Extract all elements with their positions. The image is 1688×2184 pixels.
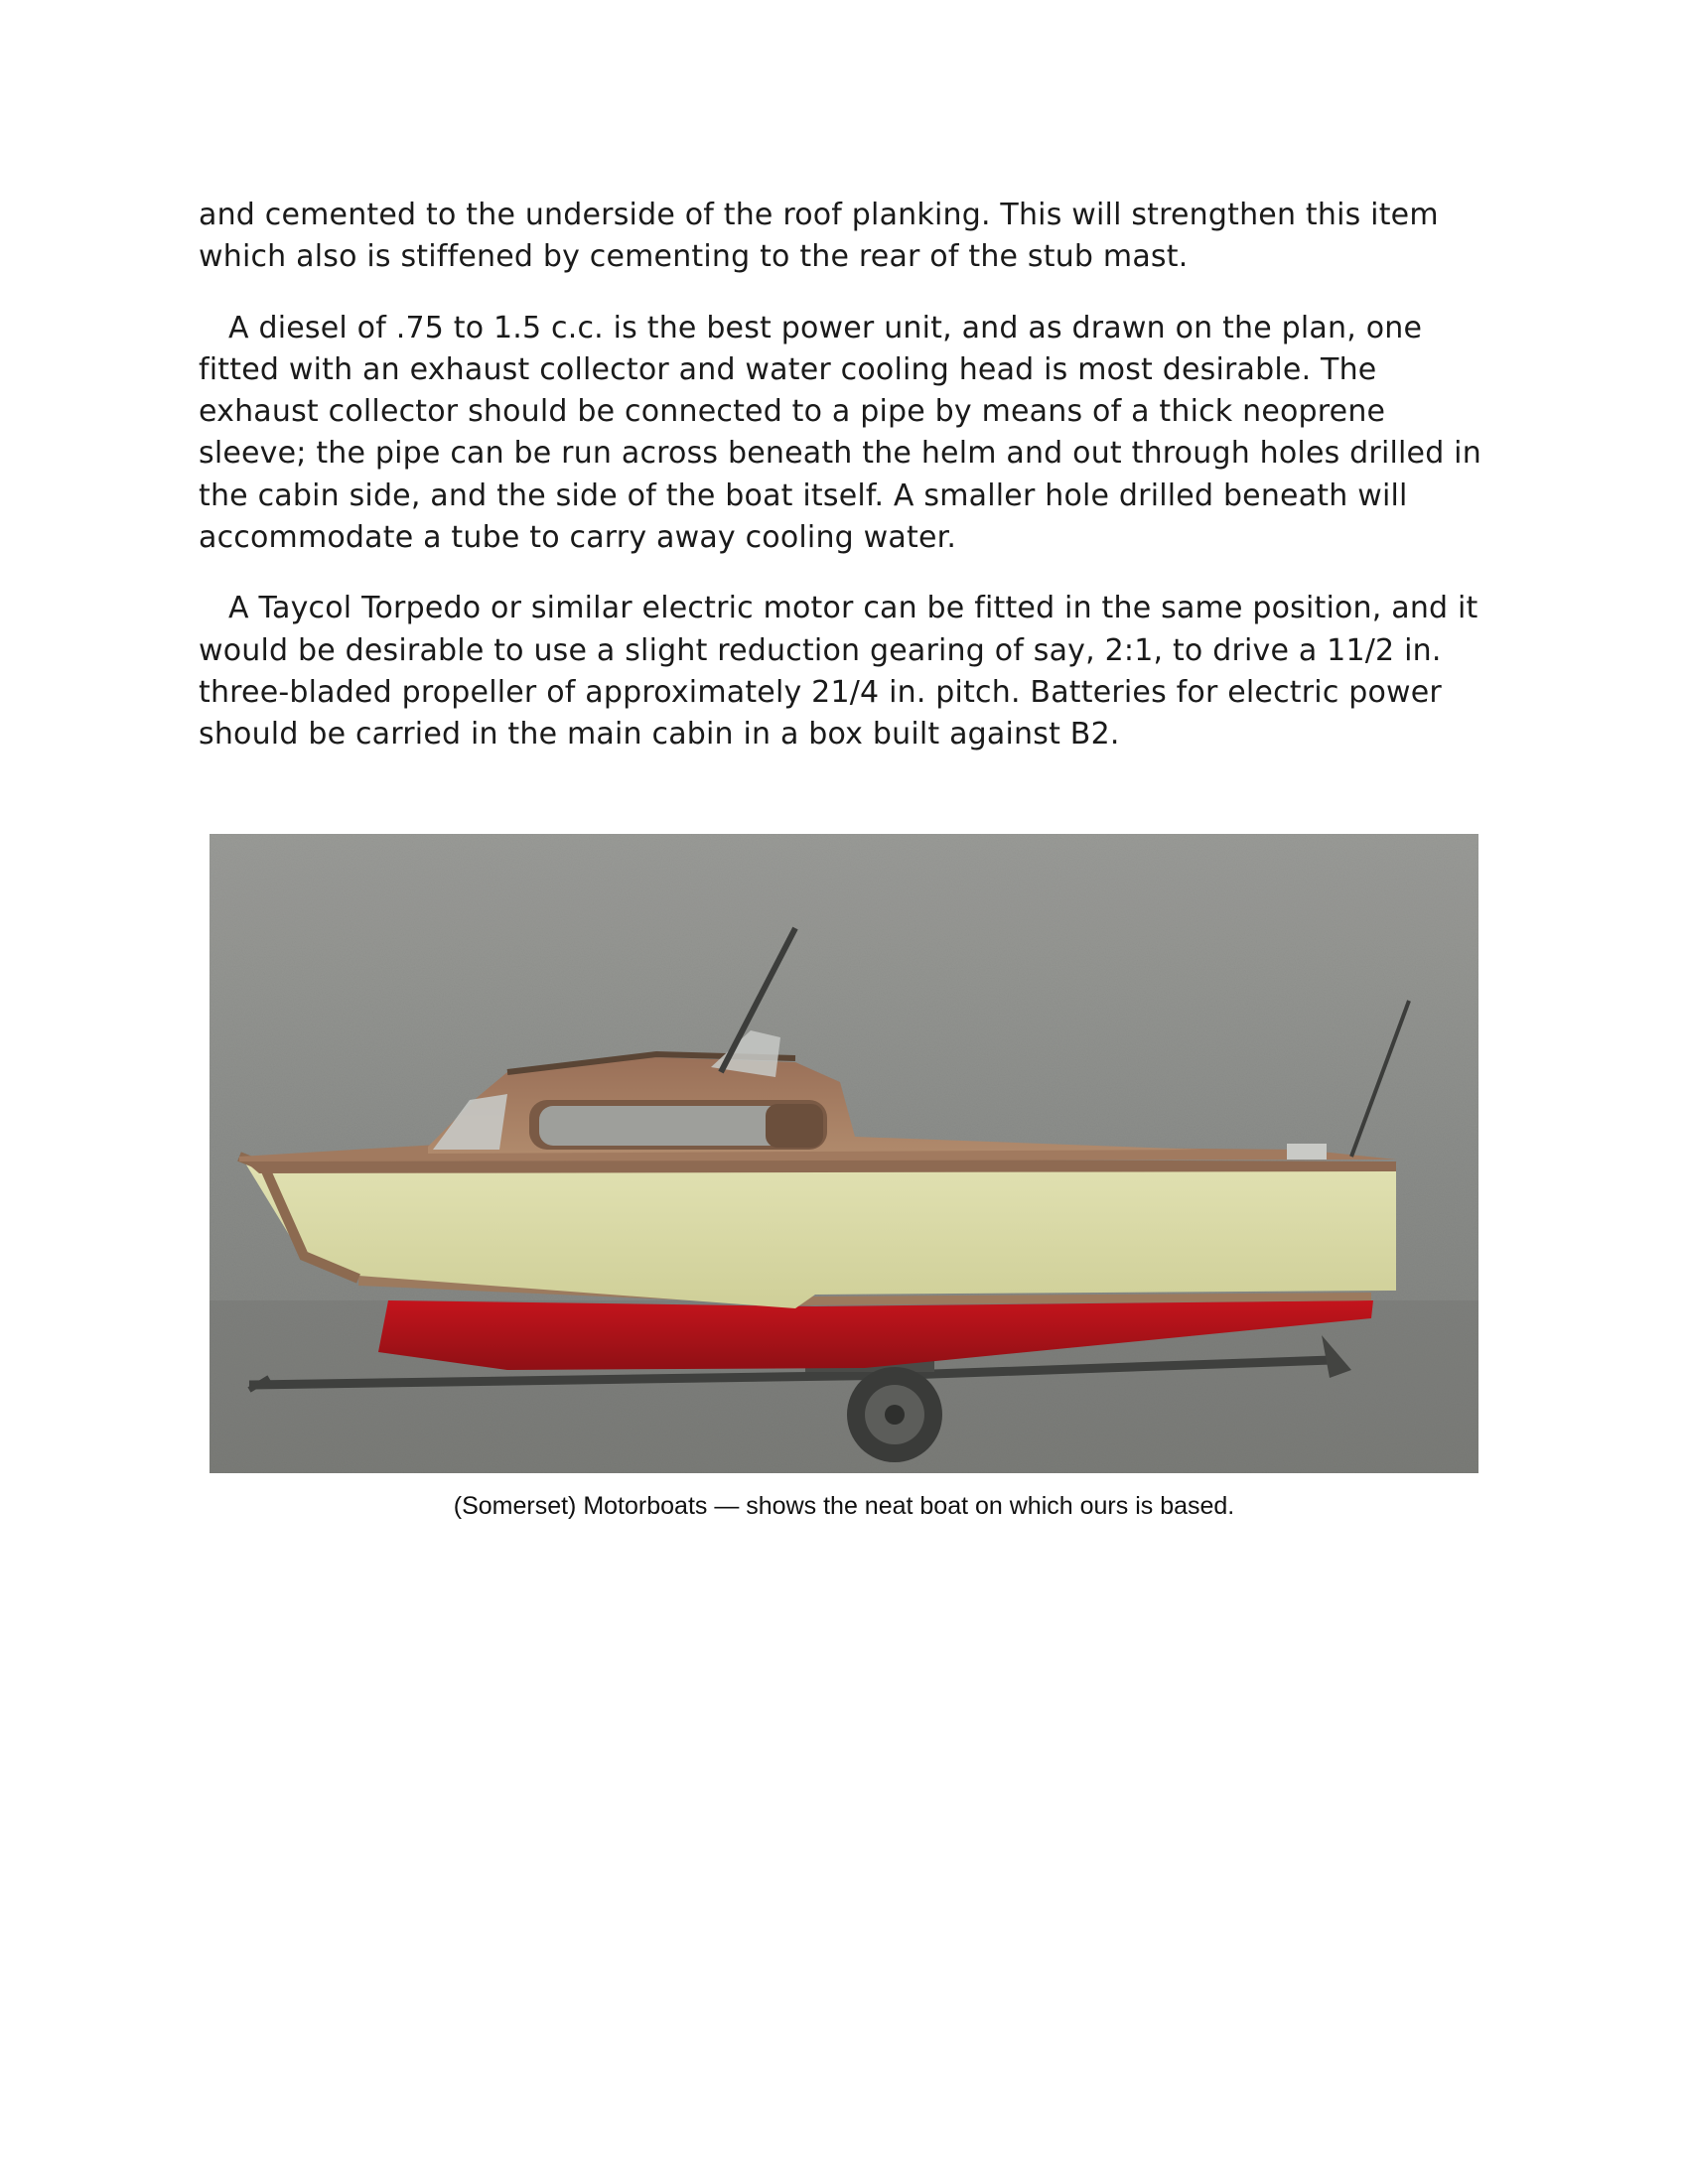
body-text bbox=[199, 195, 1489, 785]
paragraph-diesel-engine: A diesel of .75 to 1.5 c.c. is the best power unit, and as drawn on the plan, one fitted with an exhaust collector and water cooling head is most desirable. The exhaust collector should be connected to a pipe by means of a thick neoprene sleeve; the pipe can be run across beneath the helm and out through holes drilled in the cabin side, and the side of the boat itself. A smaller hole drilled beneath will accommodate a tube to carry away cooling water. bbox=[199, 310, 1481, 556]
boat-illustration bbox=[210, 834, 1478, 1473]
paragraph-roof-planking: and cemented to the underside of the roof planking. This will strengthen this item which also is stiffened by cementing to the rear of the stub mast. bbox=[199, 198, 1439, 275]
paragraph-electric-motor: A Taycol Torpedo or similar electric motor can be fitted in the same position, and it would be desirable to use a slight reduction gearing of say, 2:1, to drive a 11/2 in. three-bladed propeller of approximately 21/4 in. pitch. Batteries for electric power should be carried in the main cabin in a box built against B2. bbox=[199, 591, 1478, 752]
boat-photo bbox=[210, 834, 1478, 1473]
figure-caption: (Somerset) Motorboats — shows the neat boat on which ours is based. bbox=[453, 1492, 1235, 1520]
